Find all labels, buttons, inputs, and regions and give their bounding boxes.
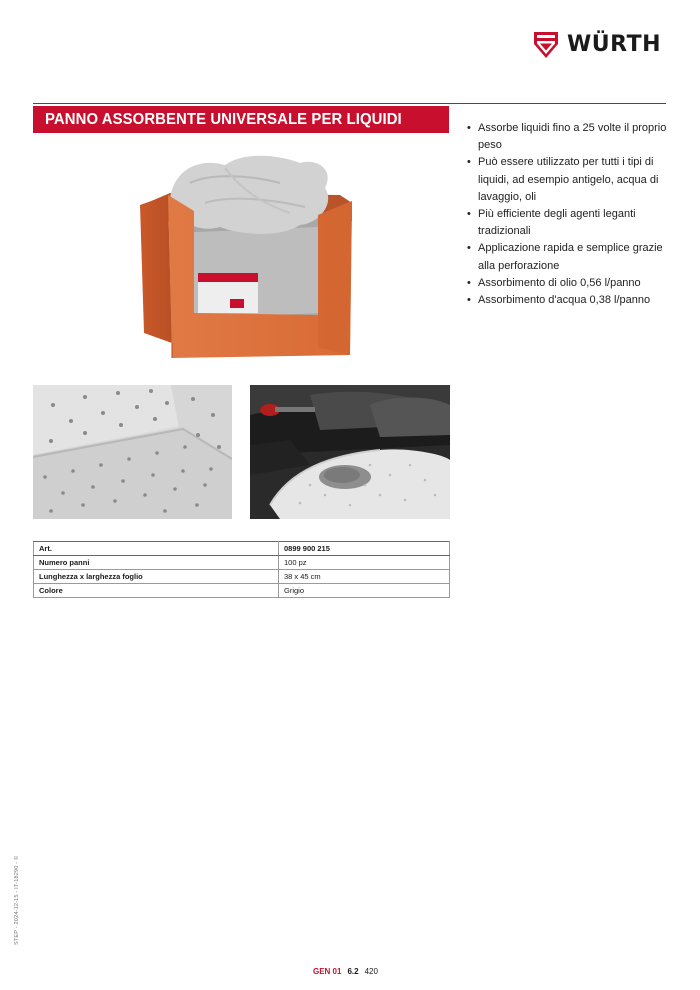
spec-value: 38 x 45 cm bbox=[279, 570, 450, 584]
engine-spill-photo bbox=[250, 385, 450, 519]
feature-item: • Assorbimento d'acqua 0,38 l/panno bbox=[466, 292, 671, 309]
feature-list bbox=[466, 120, 671, 309]
feature-item: • Assorbimento di olio 0,56 l/panno bbox=[466, 275, 671, 292]
footer-chapter: 6.2 bbox=[347, 967, 359, 976]
page-number: 420 bbox=[364, 967, 378, 976]
spec-label: Numero panni bbox=[34, 556, 279, 570]
feature-item: • Più efficiente degli agenti leganti tradizionali bbox=[466, 206, 671, 240]
wurth-logo-icon bbox=[533, 30, 559, 60]
specs-table bbox=[33, 541, 450, 598]
feature-item: • Assorbe liquidi fino a 25 volte il proprio peso bbox=[466, 120, 671, 154]
page-footer bbox=[313, 967, 378, 976]
table-row bbox=[34, 542, 450, 556]
spec-label: Lunghezza x larghezza foglio bbox=[34, 570, 279, 584]
table-row bbox=[34, 570, 450, 584]
product-image bbox=[130, 143, 360, 363]
footer-section: GEN 01 bbox=[313, 967, 342, 976]
perforated-cloth-photo bbox=[33, 385, 232, 519]
spec-label: Colore bbox=[34, 584, 279, 598]
feature-item: • Può essere utilizzato per tutti i tipi di liquidi, ad esempio antigelo, acqua di lavaggio, oli bbox=[466, 154, 671, 206]
brand-logo bbox=[533, 28, 669, 62]
document-code: STEP - 2024-12-15 - IT-18290 - © bbox=[14, 855, 20, 945]
feature-item: • Applicazione rapida e semplice grazie alla perforazione bbox=[466, 240, 671, 274]
spec-value: 100 pz bbox=[279, 556, 450, 570]
page-title: PANNO ASSORBENTE UNIVERSALE PER LIQUIDI bbox=[33, 106, 449, 133]
spec-value: 0899 900 215 bbox=[279, 542, 450, 556]
table-row bbox=[34, 584, 450, 598]
spec-label: Art. bbox=[34, 542, 279, 556]
table-row bbox=[34, 556, 450, 570]
title-rule bbox=[33, 103, 666, 104]
spec-value: Grigio bbox=[279, 584, 450, 598]
brand-name: WÜRTH bbox=[567, 32, 662, 57]
